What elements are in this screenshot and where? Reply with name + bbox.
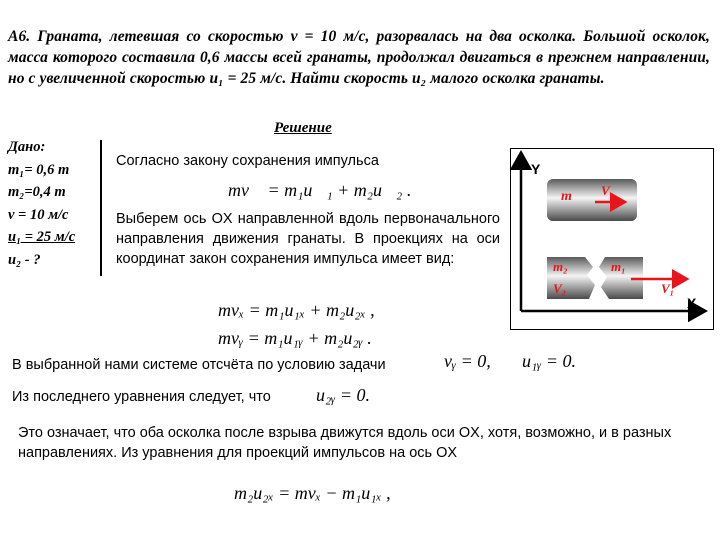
fragment-1-mass-label: m₁ [611,259,626,274]
whole-velocity-label: V [601,183,610,198]
u2y-zero-equation: u₂ᵧ = 0. [316,385,371,405]
y-axis-label: Y [531,161,541,177]
u1y-zero-equation: u₁ᵧ = 0. [522,351,577,371]
projection-y-equation: mvᵧ = m₁u₁ᵧ + m₂u₂ᵧ . [218,328,372,348]
given-u2: u₂ - ? [8,251,41,268]
final-equation: m₂u₂ₓ = mvₓ − m₁u₁ₓ , [234,483,391,503]
given-separator [100,140,102,276]
given-u1: u₁ = 25 м/с [8,229,76,245]
given-block [8,136,75,271]
problem-label: А6. [8,28,31,45]
fragment-2-velocity-label: V₂ [553,281,567,296]
axis-choice-text: Выберем ось OX направленной вдоль первоначального направления движения гранаты. В проекциях на оси координат закон сохранения импульса имеет вид: [116,211,500,267]
given-m2: m₂=0,4 m [8,184,66,200]
diagram-panel [510,148,714,330]
frame-condition-text: В выбранной нами системе отсчёта по условию задачи [12,357,386,373]
fragment-1-velocity-label: V₁ [661,281,675,296]
x-axis-label: X [687,295,697,311]
problem-text: Граната, летевшая со скоростью v = 10 м/с, разорвалась на два осколка. Большой осколок, масса которого составила 0,6 массы всей гранаты, продолжал двигаться в прежнем направлении, но с увеличенной скоростью u₁ = 25 м/с. Найти скорость u₂ малого осколка гранаты. [8,28,710,87]
conservation-text: Согласно закону сохранения импульса [116,153,379,169]
diagram-svg [511,149,713,329]
given-title: Дано: [8,139,46,155]
problem-statement [8,26,710,89]
vector-law-equation: mv⃗ = m₁u⃗₁ + m₂u⃗₂ . [228,180,412,200]
last-equation-text: Из последнего уравнения следует, что [12,389,271,405]
solution-title: Решение [274,120,332,136]
vy-zero-equation: vᵧ = 0, [444,351,491,371]
given-m1: m₁= 0,6 m [8,161,70,178]
meaning-text: Это означает, что оба осколка после взрыва движутся вдоль оси OX, хотя, возможно, и в разных направлениях. Из уравнения для проекций импульсов на ось OX [18,425,672,461]
whole-mass-label: m [561,189,572,204]
given-v: v = 10 м/с [8,206,69,223]
fragment-2-mass-label: m₂ [553,259,568,274]
projection-x-equation: mvₓ = m₁u₁ₓ + m₂u₂ₓ , [218,300,375,320]
